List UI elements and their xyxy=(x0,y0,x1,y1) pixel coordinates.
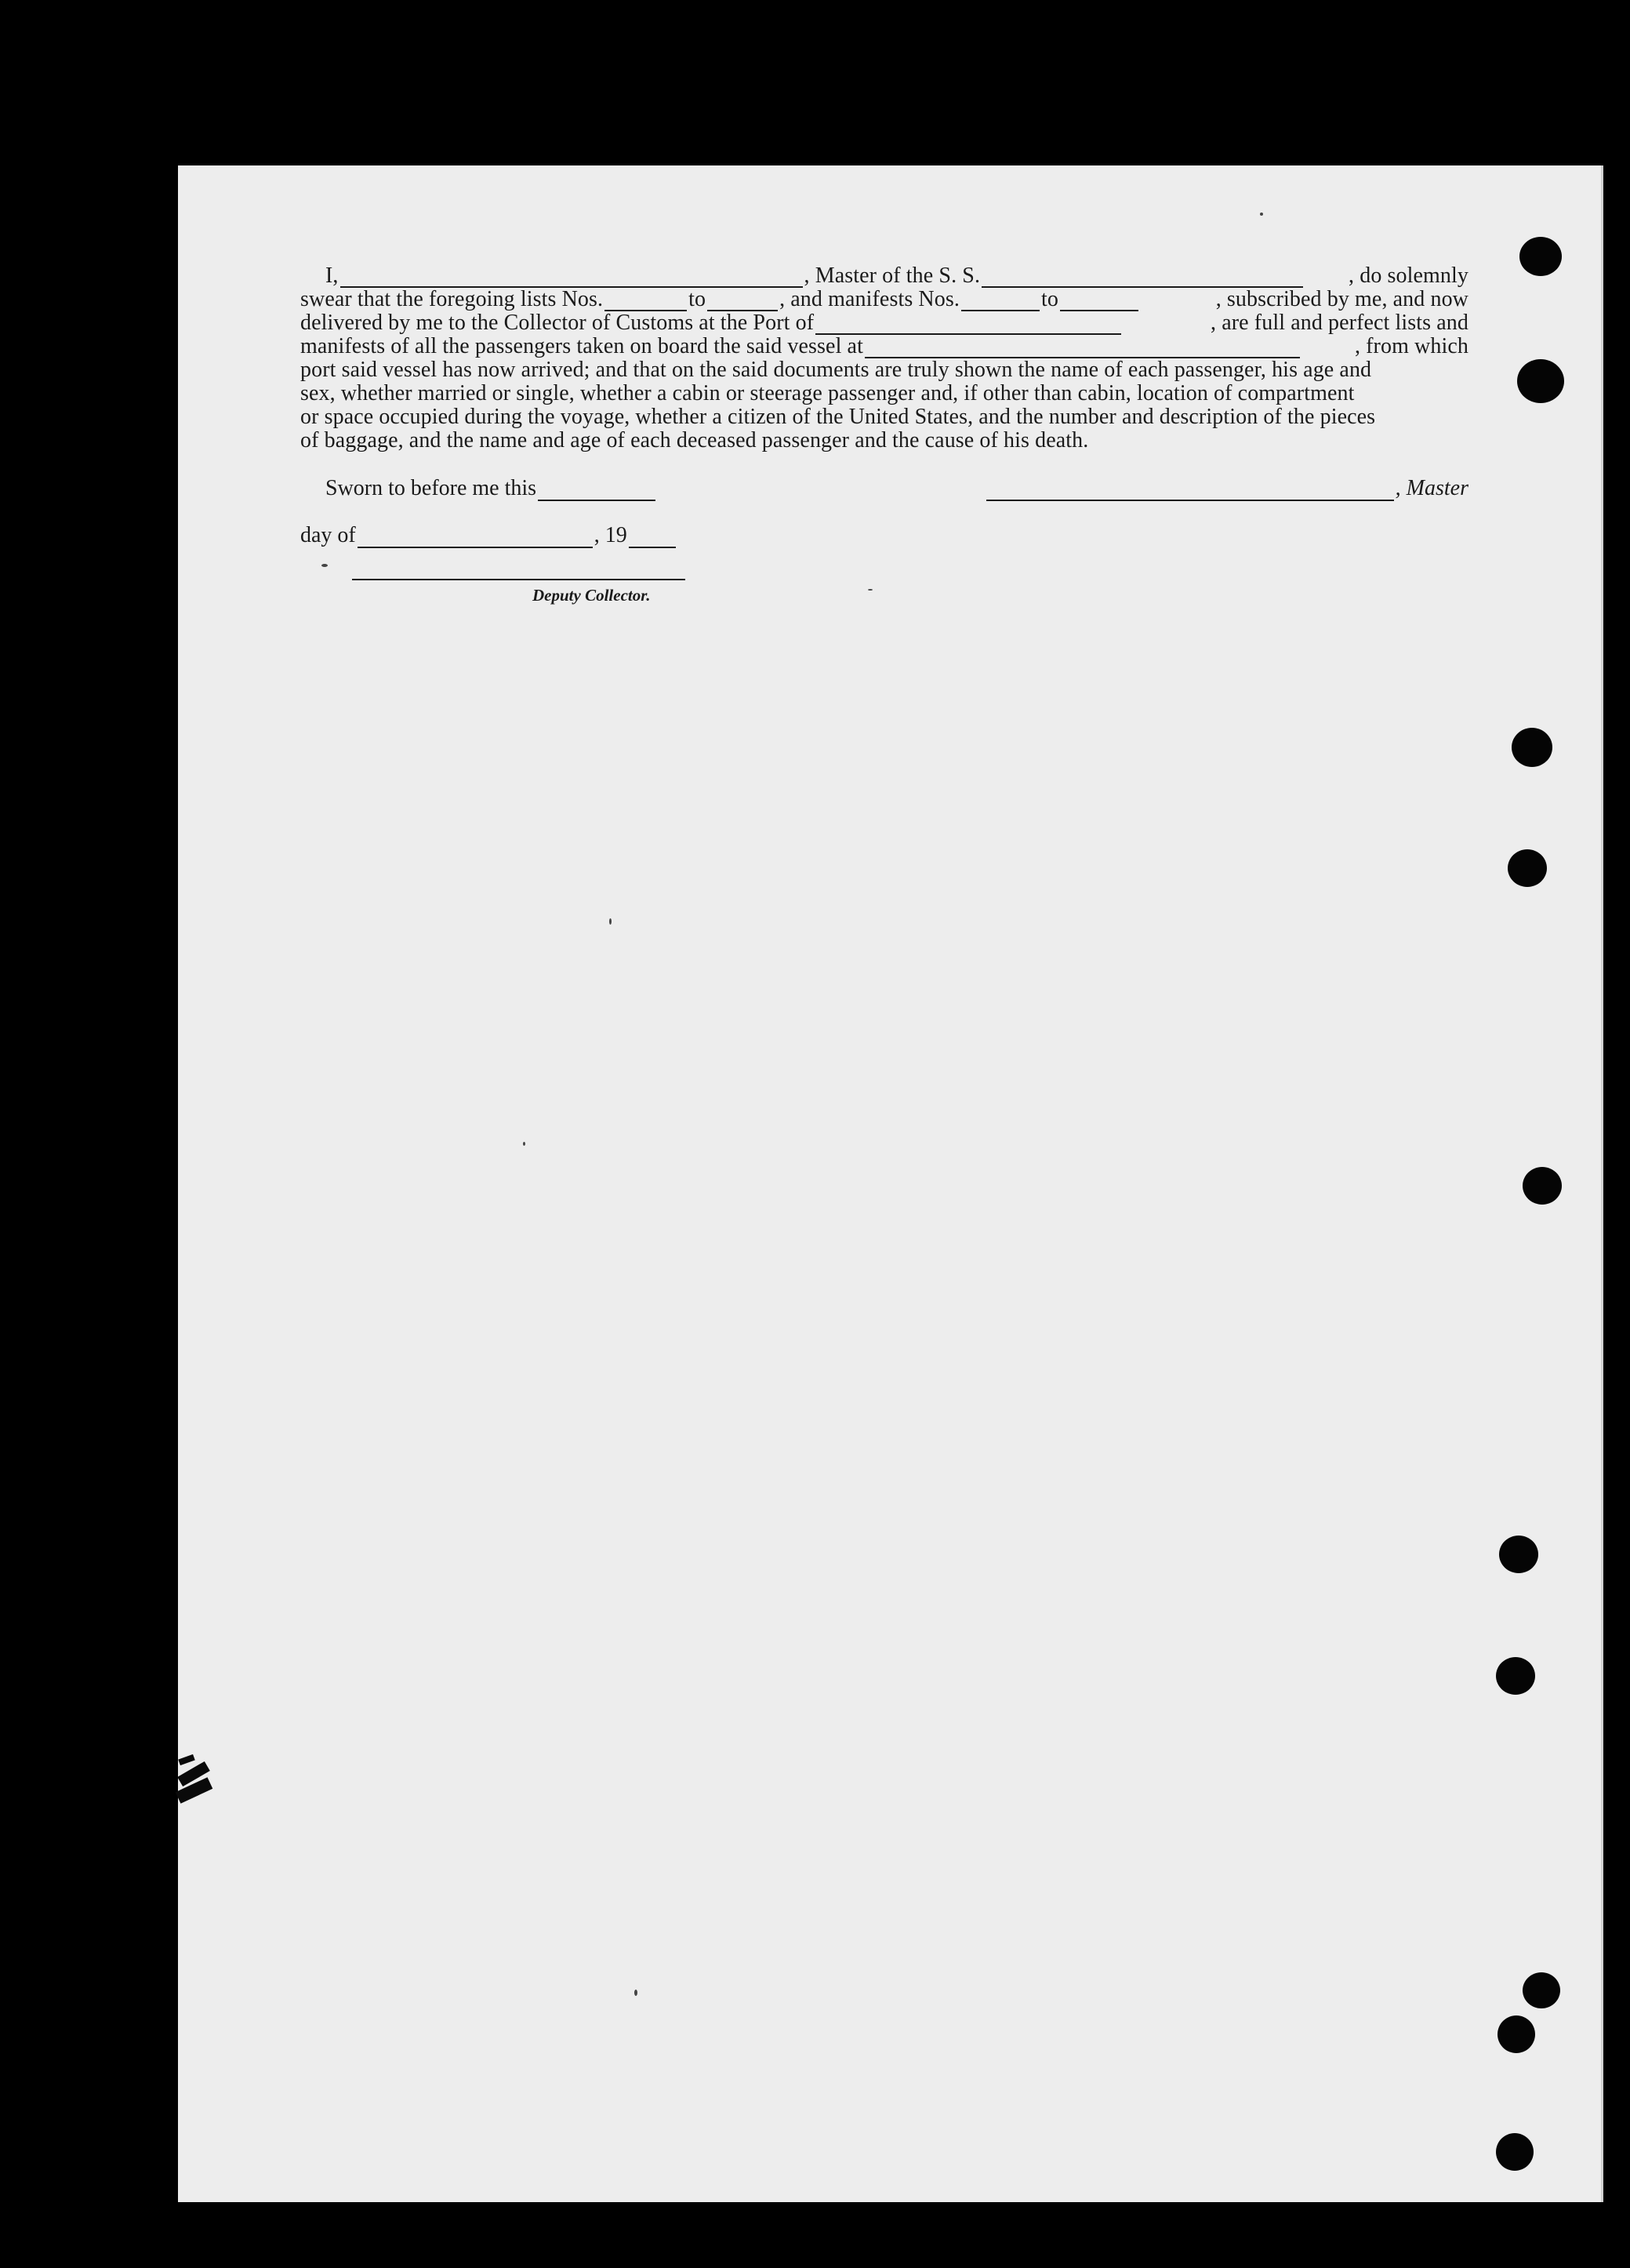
punch-hole xyxy=(1517,359,1564,403)
sworn-row xyxy=(300,476,1468,501)
scan-speck xyxy=(523,1142,525,1146)
oath-text: to xyxy=(688,287,706,311)
master-name-field[interactable] xyxy=(340,271,803,288)
form-sheet xyxy=(178,165,1603,2202)
sworn-label: Sworn to before me this xyxy=(325,476,537,500)
oath-line-6 xyxy=(300,382,1468,405)
punch-hole xyxy=(1496,1657,1535,1695)
oath-text: , subscribed by me, and now xyxy=(1215,287,1468,311)
oath-text: I, xyxy=(325,264,339,288)
scan-speck xyxy=(609,918,612,925)
oath-text: , are full and perfect lists and xyxy=(1211,311,1468,335)
manifests-to-field[interactable] xyxy=(1060,294,1138,311)
scan-speck xyxy=(634,1990,637,1996)
month-field[interactable] xyxy=(358,531,593,548)
punch-hole xyxy=(1508,849,1547,887)
scan-speck xyxy=(1260,213,1263,216)
sworn-day-field[interactable] xyxy=(538,484,655,501)
punch-hole xyxy=(1497,2015,1535,2053)
punch-hole xyxy=(1523,1167,1562,1205)
oath-text: manifests of all the passengers taken on board the said vessel at xyxy=(300,334,863,358)
day-row xyxy=(300,523,677,548)
oath-text: delivered by me to the Collector of Customs at the Port of xyxy=(300,311,815,335)
port-field[interactable] xyxy=(815,318,1121,335)
oath-line-5 xyxy=(300,358,1468,382)
oath-text: port said vessel has now arrived; and that on the said documents are truly shown the name of each passenger, his age and xyxy=(300,358,1372,382)
punch-hole xyxy=(1523,1972,1560,2008)
oath-text: to xyxy=(1040,287,1058,311)
oath-line-4 xyxy=(300,335,1468,358)
master-suffix: , Master xyxy=(1395,476,1468,500)
punch-hole xyxy=(1496,2133,1534,2171)
punch-hole xyxy=(1512,728,1552,767)
vessel-name-field[interactable] xyxy=(982,271,1303,288)
oath-line-2 xyxy=(300,288,1468,311)
oath-line-7 xyxy=(300,405,1468,429)
collector-signature-line[interactable] xyxy=(352,579,685,580)
scan-speck xyxy=(321,564,328,567)
collector-label: Deputy Collector. xyxy=(532,586,651,605)
oath-line-1 xyxy=(300,264,1468,288)
master-signature-field[interactable] xyxy=(986,484,1394,501)
oath-line-3 xyxy=(300,311,1468,335)
oath-text: or space occupied during the voyage, whether a citizen of the United States, and the number and description of the pieces xyxy=(300,405,1376,429)
lists-from-field[interactable] xyxy=(604,294,687,311)
year-prefix: , 19 xyxy=(594,523,627,547)
punch-hole xyxy=(1499,1536,1538,1573)
lists-to-field[interactable] xyxy=(707,294,778,311)
day-label: day of xyxy=(300,523,356,547)
oath-text: sex, whether married or single, whether a cabin or steerage passenger and, if other than cabin, location of compartment xyxy=(300,381,1355,405)
oath-text: of baggage, and the name and age of each deceased passenger and the cause of his death. xyxy=(300,428,1089,453)
oath-text: , from which xyxy=(1354,334,1468,358)
oath-paragraph xyxy=(300,264,1468,453)
oath-text: , do solemnly xyxy=(1349,264,1468,288)
scan-speck xyxy=(868,589,873,591)
oath-text: , and manifests Nos. xyxy=(779,287,960,311)
oath-text: swear that the foregoing lists Nos. xyxy=(300,287,604,311)
punch-hole xyxy=(1519,237,1562,276)
oath-text: , Master of the S. S. xyxy=(804,264,981,288)
year-field[interactable] xyxy=(629,531,676,548)
oath-line-8 xyxy=(300,429,1468,453)
manifests-from-field[interactable] xyxy=(961,294,1040,311)
boarding-port-field[interactable] xyxy=(865,341,1300,358)
